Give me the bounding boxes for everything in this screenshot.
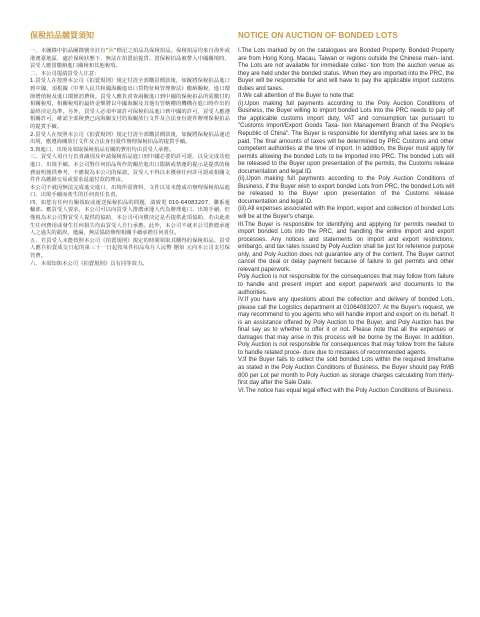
zh-paragraph-10: 六、本須知與本公司《拍賣規則》具有同等效力。 (30, 260, 148, 267)
en-paragraph-1: I.The Lots marked by on the catalogues are Bonded Property. Bonded Property are from Hong Kong, Macau, Taiwan or regions outside the Chinese main- land. The Lots are not available for immediate collec- tion from the auction venue as they are held under the bonded status. When they are imported into the PRC, the Buyer will be responsible for and will have to pay the applicable import customs duties and taxes. (238, 48, 454, 92)
english-notice-body (238, 48, 454, 395)
chinese-notice-title: 保稅拍品競買須知 (30, 31, 94, 40)
en-paragraph-4: (ii).Upon making full payments according to the Poly Auction Conditions of Business, if the Buyer wish to export bonded Lots from PRC, the bonded Lots will be released to the Buyer upon presentation of the Customs release documentation and legal ID. (238, 176, 454, 205)
en-paragraph-8: IV.If you have any questions about the collection and delivery of bonded Lots, please call the Logistics department at 01064083207. At the Buyer's request, we may recommend to you agents who will handle import and export on its behalf. It is an assistance offered by Poly Auction to the Buyer, and Poly Auction has the final say as to whether to offer it or not. Please note that all the expenses or damages that may arise in this process will be borne by the Buyer. In addition, Poly Auction is not responsible for consequences that may follow from the failure to handle related proce- dure due to mistakes of recommended agents. (238, 297, 454, 356)
zh-p1-text-b: ”標記之拍品為保稅拍品。保稅拍品均來自海外或港澳臺地區，處於保稅狀態下，無法在拍賣前提貨。當保稅拍品被帶入中國關境時，買受人應當繳納進口關稅和其他稅項。 (30, 48, 230, 70)
en-paragraph-10: VI.The notice has equal legal effect with the Poly Auction Conditions of Business. (238, 387, 454, 394)
en-paragraph-5: (iii).All expenses associated with the import, export and collection of bonded Lots will be at the Buyer's charge. (238, 206, 454, 221)
en-paragraph-3: (i).Upon making full payments according to the Poly Auction Conditions of Business, the Buyer willing to import bonded Lots into the PRC needs to pay off the applicable customs import duty, VAT and consumption tax pursuant to "Customs Import/Export Goods Taxa- tion Management Branch of the People's Republic of China". The Buyer is responsible for identifying what taxes are to be paid. The final amounts of taxes will be determined by PRC Customs and other competent authorities at the time of import. In addition, the Buyer must apply for permits allowing the bonded Lots to be imported into PRC. The bonded Lots will be released to the Buyer upon presentation of the permits, the Customs release documentation and legal ID. (238, 100, 454, 175)
zh-paragraph-9: 五、若買受人未能按照本公司《拍賣規則》規定的時間領取其購得的保稅拍品，買受人應自拍賣成交日起的第三十一日起按每件拍品每月人民幣 捌佰 元向本公司支付保管費。 (30, 237, 230, 260)
zh-paragraph-1 (30, 48, 230, 71)
zh-paragraph-6: 三、買受人須自行負責識別及申請保稅拍品進口到中國必要的許可證，以及完成其他進口、出境手續。本公司對任何拍品所作的關於進出口限制或禁運的提示是提供的稅費說明僅供參考，不應視為本公司的保證。買受人不得以未獲發任何許可證或相關文件作為撤銷交易或要求退還付款的理由。 (30, 154, 230, 184)
chinese-notice-body (30, 48, 230, 268)
english-notice-column (238, 31, 454, 617)
zh-paragraph-2: 二、本公司提請買受人注意： (30, 70, 100, 77)
zh-paragraph-8: 四、如您有任何有關領取或運送保稅拍品的問題，請致電 010-64083207，聯系運輸部。應買受人要求，本公司可以向買受人推薦承運人代為辦理進口、出境手續，但僅視為本公司對買受人提供的協助，本公司可向償決定是否提供此項協助，若由此產生任何費用或發生任何損失均由買受人自行承擔。此外，本公司不就本公司推薦承運人之過失的錯誤，遺漏，無法協助辦理相關手續承擔任何責任。 (30, 199, 230, 237)
zh-paragraph-7: 本公司不就因無法完成進交進口、出境所需資料、文件以及未能成功辦理保稅拍品進口、出境手續而產生的任何責任負責。 (30, 184, 230, 199)
en-paragraph-6: III.The Buyer is responsible for identifying and applying for permits needed to import bonded Lots into the PRC, and handling the entire import and export processes. Any notices and statements on import and export restrictions, embargo, and tax rates issued by Poly Auction shall be just for reference purpose only, and Poly Auction does not guarantee any of the content. The Buyer cannot cancel the deal or delay payment because of failure to get permits and other relevant paperwork. (238, 221, 454, 273)
en-paragraph-9: V.If the Buyer fails to collect the sold bonded Lots within the required timeframe as stated in the Poly Auction Conditions of Business, the Buyer should pay RMB 800 per Lot per month to Poly Auction as storage charges calculating from thirty-first day after the Sale Date. (238, 357, 454, 387)
english-notice-title: NOTICE ON AUCTION OF BONDED LOTS (238, 31, 398, 40)
zh-paragraph-5: 3.與進口、出境及領取保稅拍品有關的費用均由買受人承擔。 (30, 146, 175, 153)
zh-paragraph-4: 2.買受人在按照本公司《拍賣規則》規定付清全部購買價款後，如擬將保稅拍品運送出境，應遵海關放行文件及合法身份證件辦理保稅拍品的提貨手續。 (30, 131, 230, 146)
zh-p1-text-a: 一、本圖錄中拍品圖錄號旁註有“ (30, 48, 109, 54)
en-paragraph-2: II.We call attention of the Buyer to note that: (238, 93, 355, 100)
zh-paragraph-3: 1.買受人在按照本公司《拍賣規則》規定付清全部購買價款後，如擬將保稅拍品進口到中國，須根據《中華人民共和國海關進出口貨物征稅管理辦法》繳納關稅，進口環節增值稅及進口環節消費稅。買受人應負責查詢擬進口到中國的保稅拍品所需繳付的相關稅項，相關稅項的最終金額將以中國海關及其他有管轄權的機構在進口時作出的最終決定為準。另外，買受人必須申請許可保稅拍品進口到中國的許可，買受人應遵相關許可，確認全部稅費已向海關支付的海關放行文件及合法身份證件辦理保稅拍品的提貨手續。 (30, 78, 230, 130)
en-paragraph-7: Poly Auction is not responsible for the consequences that may follow from failure to handle and present import and export paperwork and documents to the authorities. (238, 274, 454, 296)
chinese-notice-column (30, 31, 230, 617)
bonded-mark-icon: 圖 (108, 48, 114, 54)
